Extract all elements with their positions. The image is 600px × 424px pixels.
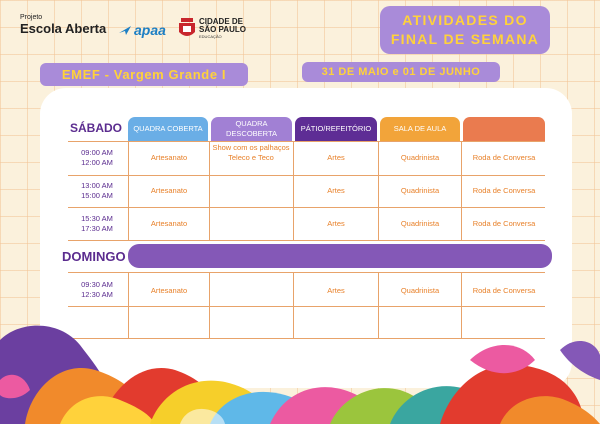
page-title [380,6,550,54]
logo-cidade-line3: EDUCAÇÃO [199,34,222,39]
time-end: 17:30 AM [81,224,113,233]
logo-cidade-line1: CIDADE DE [199,17,244,26]
projeto-escola-aberta-logo [20,14,106,35]
column-divider [128,141,129,240]
column-header-quadra-coberta: QUADRA COBERTA [128,117,208,141]
row-divider [68,207,545,208]
column-divider [209,141,210,240]
row-divider [68,141,545,142]
time-end: 15:00 AM [81,191,113,200]
time-start: 09:00 AM [81,148,113,157]
table-cell: Artes [327,219,345,228]
title-line-2: FINAL DE SEMANA [390,31,540,47]
table-cell: Show com os palhaços Teleco e Teco [212,143,290,162]
school-name: EMEF - Vargem Grande I [40,63,248,86]
table-cell: Artesanato [150,186,188,195]
column-header-quadra-descoberta: QUADRA DESCOBERTA [211,117,292,141]
table-cell: Quadrinista [400,286,440,295]
column-header-patio-refeitorio: PÁTIO/REFEITÓRIO [295,117,377,141]
table-cell: Artes [327,153,345,162]
cidade-sao-paulo-logo [178,18,246,40]
table-cell: Artesanato [150,219,188,228]
table-cell: Artes [327,286,345,295]
time-start: 15:30 AM [81,214,113,223]
time-start: 13:00 AM [81,181,113,190]
column-divider [293,141,294,240]
day-label-sunday: DOMINGO [62,249,126,264]
time-slot [70,148,124,168]
day-label-saturday: SÁBADO [70,121,123,135]
apaa-logo-text: apaa [134,22,166,38]
time-end: 12:00 AM [81,158,113,167]
column-header-sala-de-aula: SALA DE AULA [380,117,460,141]
table-cell: Roda de Conversa [472,153,536,162]
logo-cidade-line2: SÃO PAULO [199,25,246,34]
row-divider [68,306,545,307]
sunday-bar [128,244,552,268]
row-divider [68,175,545,176]
column-divider [378,141,379,240]
row-divider [68,272,545,273]
column-header-extra [463,117,545,141]
logo-projeto-small: Projeto [20,14,43,21]
table-cell: Quadrinista [400,153,440,162]
table-cell: Artesanato [150,286,188,295]
time-slot [70,181,124,201]
table-cell: Artesanato [150,153,188,162]
apaa-plane-icon [118,24,132,36]
table-cell: Roda de Conversa [472,219,536,228]
title-line-1: ATIVIDADES DO [402,12,528,28]
table-cell: Quadrinista [400,186,440,195]
event-dates: 31 DE MAIO e 01 DE JUNHO [302,62,500,82]
apaa-logo [118,22,166,38]
decorative-waves [0,320,600,424]
row-divider [68,240,545,241]
time-end: 12:30 AM [81,290,113,299]
time-start: 09:30 AM [81,280,113,289]
sao-paulo-crest-icon [178,18,196,40]
column-divider [461,141,462,240]
logo-projeto-big: Escola Aberta [20,21,107,36]
table-cell: Quadrinista [400,219,440,228]
table-cell: Roda de Conversa [472,286,536,295]
time-slot [70,214,124,234]
table-cell: Roda de Conversa [472,186,536,195]
time-slot [70,280,124,300]
table-cell: Artes [327,186,345,195]
